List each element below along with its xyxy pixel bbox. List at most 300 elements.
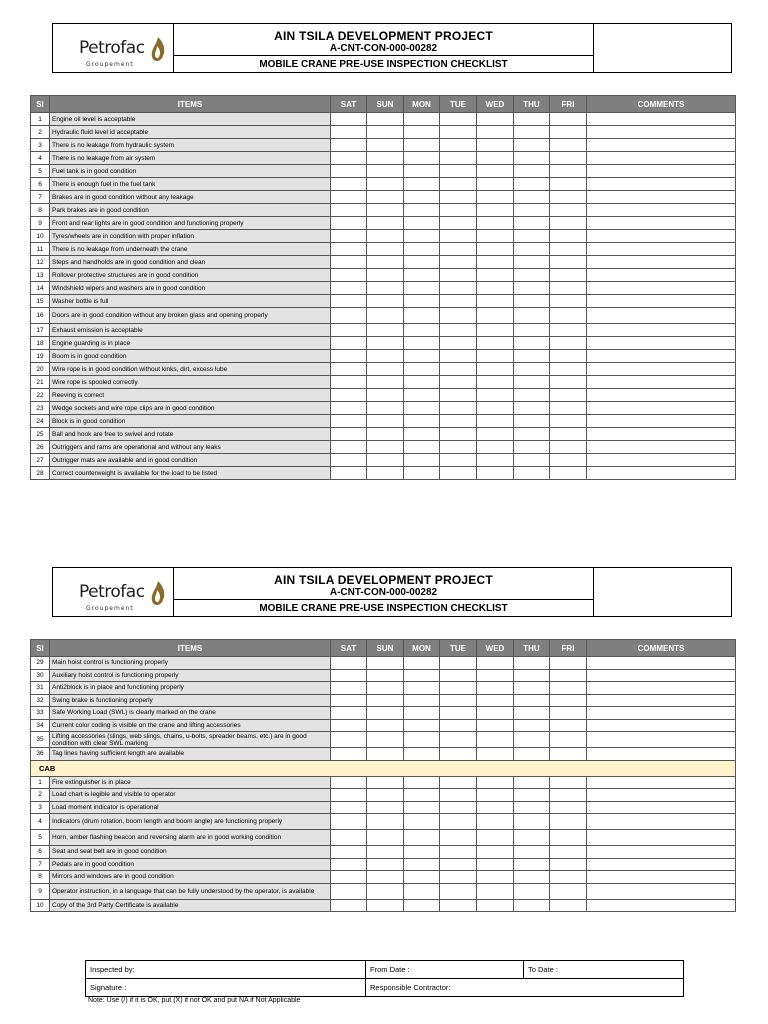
- day-check-cell[interactable]: [331, 415, 367, 428]
- day-check-cell[interactable]: [440, 789, 477, 802]
- day-check-cell[interactable]: [331, 748, 367, 761]
- day-check-cell[interactable]: [331, 830, 367, 846]
- day-check-cell[interactable]: [367, 363, 404, 376]
- day-check-cell[interactable]: [477, 152, 514, 165]
- day-check-cell[interactable]: [550, 243, 587, 256]
- comments-cell[interactable]: [587, 350, 736, 363]
- day-check-cell[interactable]: [477, 389, 514, 402]
- day-check-cell[interactable]: [550, 814, 587, 830]
- day-check-cell[interactable]: [367, 282, 404, 295]
- day-check-cell[interactable]: [514, 337, 550, 350]
- day-check-cell[interactable]: [404, 282, 440, 295]
- day-check-cell[interactable]: [331, 376, 367, 389]
- day-check-cell[interactable]: [477, 324, 514, 337]
- day-check-cell[interactable]: [440, 428, 477, 441]
- day-check-cell[interactable]: [477, 858, 514, 871]
- day-check-cell[interactable]: [514, 191, 550, 204]
- comments-cell[interactable]: [587, 230, 736, 243]
- day-check-cell[interactable]: [367, 269, 404, 282]
- day-check-cell[interactable]: [477, 883, 514, 899]
- day-check-cell[interactable]: [440, 113, 477, 126]
- day-check-cell[interactable]: [367, 126, 404, 139]
- day-check-cell[interactable]: [367, 454, 404, 467]
- comments-cell[interactable]: [587, 191, 736, 204]
- day-check-cell[interactable]: [331, 139, 367, 152]
- day-check-cell[interactable]: [367, 191, 404, 204]
- day-check-cell[interactable]: [514, 814, 550, 830]
- comments-cell[interactable]: [587, 308, 736, 324]
- day-check-cell[interactable]: [367, 350, 404, 363]
- day-check-cell[interactable]: [550, 230, 587, 243]
- day-check-cell[interactable]: [404, 243, 440, 256]
- day-check-cell[interactable]: [367, 801, 404, 814]
- day-check-cell[interactable]: [367, 682, 404, 695]
- day-check-cell[interactable]: [367, 732, 404, 748]
- day-check-cell[interactable]: [440, 694, 477, 707]
- day-check-cell[interactable]: [514, 389, 550, 402]
- day-check-cell[interactable]: [514, 243, 550, 256]
- day-check-cell[interactable]: [550, 657, 587, 670]
- day-check-cell[interactable]: [404, 204, 440, 217]
- day-check-cell[interactable]: [404, 256, 440, 269]
- day-check-cell[interactable]: [514, 204, 550, 217]
- comments-cell[interactable]: [587, 871, 736, 884]
- day-check-cell[interactable]: [440, 871, 477, 884]
- day-check-cell[interactable]: [550, 899, 587, 912]
- signature-field[interactable]: Signature :: [86, 979, 366, 997]
- day-check-cell[interactable]: [514, 776, 550, 789]
- day-check-cell[interactable]: [550, 363, 587, 376]
- comments-cell[interactable]: [587, 669, 736, 682]
- day-check-cell[interactable]: [514, 871, 550, 884]
- day-check-cell[interactable]: [331, 871, 367, 884]
- day-check-cell[interactable]: [367, 243, 404, 256]
- day-check-cell[interactable]: [514, 230, 550, 243]
- day-check-cell[interactable]: [477, 165, 514, 178]
- day-check-cell[interactable]: [550, 178, 587, 191]
- day-check-cell[interactable]: [550, 801, 587, 814]
- day-check-cell[interactable]: [550, 669, 587, 682]
- comments-cell[interactable]: [587, 789, 736, 802]
- day-check-cell[interactable]: [477, 657, 514, 670]
- day-check-cell[interactable]: [331, 308, 367, 324]
- day-check-cell[interactable]: [331, 657, 367, 670]
- day-check-cell[interactable]: [477, 126, 514, 139]
- day-check-cell[interactable]: [440, 204, 477, 217]
- day-check-cell[interactable]: [367, 165, 404, 178]
- day-check-cell[interactable]: [514, 152, 550, 165]
- day-check-cell[interactable]: [331, 295, 367, 308]
- day-check-cell[interactable]: [440, 415, 477, 428]
- day-check-cell[interactable]: [331, 337, 367, 350]
- day-check-cell[interactable]: [477, 669, 514, 682]
- day-check-cell[interactable]: [440, 776, 477, 789]
- comments-cell[interactable]: [587, 178, 736, 191]
- day-check-cell[interactable]: [367, 719, 404, 732]
- day-check-cell[interactable]: [477, 363, 514, 376]
- day-check-cell[interactable]: [514, 256, 550, 269]
- day-check-cell[interactable]: [477, 350, 514, 363]
- day-check-cell[interactable]: [550, 428, 587, 441]
- day-check-cell[interactable]: [367, 337, 404, 350]
- day-check-cell[interactable]: [514, 682, 550, 695]
- day-check-cell[interactable]: [331, 846, 367, 859]
- day-check-cell[interactable]: [331, 789, 367, 802]
- day-check-cell[interactable]: [440, 165, 477, 178]
- day-check-cell[interactable]: [440, 139, 477, 152]
- day-check-cell[interactable]: [477, 694, 514, 707]
- comments-cell[interactable]: [587, 113, 736, 126]
- day-check-cell[interactable]: [331, 899, 367, 912]
- day-check-cell[interactable]: [514, 669, 550, 682]
- comments-cell[interactable]: [587, 858, 736, 871]
- day-check-cell[interactable]: [404, 694, 440, 707]
- day-check-cell[interactable]: [440, 899, 477, 912]
- day-check-cell[interactable]: [477, 308, 514, 324]
- day-check-cell[interactable]: [550, 454, 587, 467]
- day-check-cell[interactable]: [550, 402, 587, 415]
- day-check-cell[interactable]: [514, 402, 550, 415]
- day-check-cell[interactable]: [477, 719, 514, 732]
- day-check-cell[interactable]: [550, 337, 587, 350]
- day-check-cell[interactable]: [331, 402, 367, 415]
- day-check-cell[interactable]: [477, 139, 514, 152]
- day-check-cell[interactable]: [514, 376, 550, 389]
- day-check-cell[interactable]: [550, 191, 587, 204]
- day-check-cell[interactable]: [477, 846, 514, 859]
- day-check-cell[interactable]: [477, 441, 514, 454]
- day-check-cell[interactable]: [404, 858, 440, 871]
- day-check-cell[interactable]: [514, 126, 550, 139]
- comments-cell[interactable]: [587, 243, 736, 256]
- day-check-cell[interactable]: [514, 295, 550, 308]
- day-check-cell[interactable]: [514, 707, 550, 720]
- day-check-cell[interactable]: [440, 669, 477, 682]
- day-check-cell[interactable]: [477, 376, 514, 389]
- comments-cell[interactable]: [587, 441, 736, 454]
- day-check-cell[interactable]: [514, 217, 550, 230]
- day-check-cell[interactable]: [514, 415, 550, 428]
- day-check-cell[interactable]: [550, 152, 587, 165]
- day-check-cell[interactable]: [331, 707, 367, 720]
- day-check-cell[interactable]: [550, 707, 587, 720]
- day-check-cell[interactable]: [514, 801, 550, 814]
- comments-cell[interactable]: [587, 707, 736, 720]
- day-check-cell[interactable]: [367, 899, 404, 912]
- day-check-cell[interactable]: [331, 152, 367, 165]
- day-check-cell[interactable]: [404, 178, 440, 191]
- day-check-cell[interactable]: [477, 402, 514, 415]
- day-check-cell[interactable]: [440, 830, 477, 846]
- day-check-cell[interactable]: [550, 256, 587, 269]
- day-check-cell[interactable]: [367, 295, 404, 308]
- day-check-cell[interactable]: [477, 682, 514, 695]
- day-check-cell[interactable]: [440, 295, 477, 308]
- day-check-cell[interactable]: [440, 256, 477, 269]
- day-check-cell[interactable]: [514, 165, 550, 178]
- day-check-cell[interactable]: [404, 113, 440, 126]
- comments-cell[interactable]: [587, 415, 736, 428]
- day-check-cell[interactable]: [404, 682, 440, 695]
- day-check-cell[interactable]: [440, 707, 477, 720]
- day-check-cell[interactable]: [440, 454, 477, 467]
- day-check-cell[interactable]: [331, 282, 367, 295]
- day-check-cell[interactable]: [404, 789, 440, 802]
- day-check-cell[interactable]: [550, 748, 587, 761]
- comments-cell[interactable]: [587, 657, 736, 670]
- day-check-cell[interactable]: [404, 308, 440, 324]
- day-check-cell[interactable]: [404, 467, 440, 480]
- comments-cell[interactable]: [587, 269, 736, 282]
- day-check-cell[interactable]: [477, 871, 514, 884]
- day-check-cell[interactable]: [331, 324, 367, 337]
- day-check-cell[interactable]: [404, 846, 440, 859]
- day-check-cell[interactable]: [440, 269, 477, 282]
- day-check-cell[interactable]: [404, 126, 440, 139]
- day-check-cell[interactable]: [477, 830, 514, 846]
- day-check-cell[interactable]: [440, 719, 477, 732]
- comments-cell[interactable]: [587, 682, 736, 695]
- day-check-cell[interactable]: [550, 846, 587, 859]
- day-check-cell[interactable]: [514, 883, 550, 899]
- day-check-cell[interactable]: [440, 801, 477, 814]
- comments-cell[interactable]: [587, 899, 736, 912]
- day-check-cell[interactable]: [440, 389, 477, 402]
- day-check-cell[interactable]: [440, 846, 477, 859]
- day-check-cell[interactable]: [477, 337, 514, 350]
- day-check-cell[interactable]: [367, 324, 404, 337]
- comments-cell[interactable]: [587, 389, 736, 402]
- day-check-cell[interactable]: [477, 748, 514, 761]
- day-check-cell[interactable]: [477, 899, 514, 912]
- day-check-cell[interactable]: [550, 113, 587, 126]
- day-check-cell[interactable]: [331, 165, 367, 178]
- day-check-cell[interactable]: [367, 113, 404, 126]
- day-check-cell[interactable]: [440, 308, 477, 324]
- day-check-cell[interactable]: [331, 350, 367, 363]
- day-check-cell[interactable]: [367, 669, 404, 682]
- day-check-cell[interactable]: [404, 871, 440, 884]
- day-check-cell[interactable]: [514, 441, 550, 454]
- day-check-cell[interactable]: [514, 467, 550, 480]
- day-check-cell[interactable]: [404, 230, 440, 243]
- day-check-cell[interactable]: [550, 282, 587, 295]
- day-check-cell[interactable]: [331, 814, 367, 830]
- day-check-cell[interactable]: [331, 669, 367, 682]
- day-check-cell[interactable]: [367, 152, 404, 165]
- day-check-cell[interactable]: [440, 230, 477, 243]
- day-check-cell[interactable]: [367, 694, 404, 707]
- day-check-cell[interactable]: [550, 324, 587, 337]
- day-check-cell[interactable]: [477, 217, 514, 230]
- comments-cell[interactable]: [587, 324, 736, 337]
- day-check-cell[interactable]: [367, 871, 404, 884]
- day-check-cell[interactable]: [331, 178, 367, 191]
- day-check-cell[interactable]: [331, 883, 367, 899]
- day-check-cell[interactable]: [331, 204, 367, 217]
- day-check-cell[interactable]: [440, 814, 477, 830]
- day-check-cell[interactable]: [367, 308, 404, 324]
- day-check-cell[interactable]: [331, 126, 367, 139]
- day-check-cell[interactable]: [514, 308, 550, 324]
- day-check-cell[interactable]: [367, 204, 404, 217]
- day-check-cell[interactable]: [514, 324, 550, 337]
- day-check-cell[interactable]: [550, 776, 587, 789]
- day-check-cell[interactable]: [367, 230, 404, 243]
- day-check-cell[interactable]: [440, 126, 477, 139]
- day-check-cell[interactable]: [440, 282, 477, 295]
- day-check-cell[interactable]: [477, 113, 514, 126]
- day-check-cell[interactable]: [331, 719, 367, 732]
- day-check-cell[interactable]: [477, 789, 514, 802]
- day-check-cell[interactable]: [440, 858, 477, 871]
- day-check-cell[interactable]: [550, 719, 587, 732]
- day-check-cell[interactable]: [404, 814, 440, 830]
- day-check-cell[interactable]: [331, 243, 367, 256]
- comments-cell[interactable]: [587, 801, 736, 814]
- day-check-cell[interactable]: [477, 282, 514, 295]
- day-check-cell[interactable]: [331, 732, 367, 748]
- day-check-cell[interactable]: [550, 389, 587, 402]
- day-check-cell[interactable]: [440, 467, 477, 480]
- day-check-cell[interactable]: [477, 178, 514, 191]
- day-check-cell[interactable]: [404, 707, 440, 720]
- day-check-cell[interactable]: [514, 789, 550, 802]
- day-check-cell[interactable]: [404, 324, 440, 337]
- day-check-cell[interactable]: [331, 858, 367, 871]
- day-check-cell[interactable]: [404, 732, 440, 748]
- comments-cell[interactable]: [587, 883, 736, 899]
- day-check-cell[interactable]: [477, 814, 514, 830]
- day-check-cell[interactable]: [477, 256, 514, 269]
- day-check-cell[interactable]: [477, 243, 514, 256]
- day-check-cell[interactable]: [367, 776, 404, 789]
- day-check-cell[interactable]: [404, 217, 440, 230]
- comments-cell[interactable]: [587, 748, 736, 761]
- day-check-cell[interactable]: [367, 883, 404, 899]
- day-check-cell[interactable]: [404, 899, 440, 912]
- day-check-cell[interactable]: [440, 682, 477, 695]
- day-check-cell[interactable]: [404, 657, 440, 670]
- day-check-cell[interactable]: [404, 415, 440, 428]
- day-check-cell[interactable]: [367, 789, 404, 802]
- day-check-cell[interactable]: [404, 295, 440, 308]
- to-date-field[interactable]: To Date :: [524, 961, 684, 979]
- day-check-cell[interactable]: [440, 243, 477, 256]
- comments-cell[interactable]: [587, 454, 736, 467]
- day-check-cell[interactable]: [550, 732, 587, 748]
- day-check-cell[interactable]: [440, 402, 477, 415]
- day-check-cell[interactable]: [514, 748, 550, 761]
- comments-cell[interactable]: [587, 376, 736, 389]
- comments-cell[interactable]: [587, 282, 736, 295]
- day-check-cell[interactable]: [331, 682, 367, 695]
- day-check-cell[interactable]: [367, 657, 404, 670]
- day-check-cell[interactable]: [367, 830, 404, 846]
- day-check-cell[interactable]: [440, 883, 477, 899]
- day-check-cell[interactable]: [514, 113, 550, 126]
- from-date-field[interactable]: From Date :: [366, 961, 524, 979]
- comments-cell[interactable]: [587, 363, 736, 376]
- day-check-cell[interactable]: [404, 748, 440, 761]
- day-check-cell[interactable]: [477, 295, 514, 308]
- day-check-cell[interactable]: [440, 324, 477, 337]
- comments-cell[interactable]: [587, 719, 736, 732]
- day-check-cell[interactable]: [331, 217, 367, 230]
- day-check-cell[interactable]: [404, 191, 440, 204]
- day-check-cell[interactable]: [367, 467, 404, 480]
- day-check-cell[interactable]: [331, 694, 367, 707]
- day-check-cell[interactable]: [331, 801, 367, 814]
- day-check-cell[interactable]: [550, 830, 587, 846]
- day-check-cell[interactable]: [404, 376, 440, 389]
- day-check-cell[interactable]: [514, 732, 550, 748]
- day-check-cell[interactable]: [367, 389, 404, 402]
- day-check-cell[interactable]: [404, 402, 440, 415]
- day-check-cell[interactable]: [367, 441, 404, 454]
- day-check-cell[interactable]: [404, 719, 440, 732]
- comments-cell[interactable]: [587, 467, 736, 480]
- comments-cell[interactable]: [587, 204, 736, 217]
- comments-cell[interactable]: [587, 139, 736, 152]
- day-check-cell[interactable]: [404, 669, 440, 682]
- day-check-cell[interactable]: [440, 363, 477, 376]
- day-check-cell[interactable]: [404, 350, 440, 363]
- day-check-cell[interactable]: [514, 282, 550, 295]
- comments-cell[interactable]: [587, 428, 736, 441]
- day-check-cell[interactable]: [331, 230, 367, 243]
- day-check-cell[interactable]: [550, 883, 587, 899]
- day-check-cell[interactable]: [514, 830, 550, 846]
- day-check-cell[interactable]: [514, 719, 550, 732]
- day-check-cell[interactable]: [550, 269, 587, 282]
- day-check-cell[interactable]: [477, 204, 514, 217]
- day-check-cell[interactable]: [550, 441, 587, 454]
- day-check-cell[interactable]: [514, 858, 550, 871]
- day-check-cell[interactable]: [550, 295, 587, 308]
- day-check-cell[interactable]: [514, 846, 550, 859]
- comments-cell[interactable]: [587, 165, 736, 178]
- comments-cell[interactable]: [587, 402, 736, 415]
- day-check-cell[interactable]: [440, 191, 477, 204]
- day-check-cell[interactable]: [514, 657, 550, 670]
- day-check-cell[interactable]: [367, 846, 404, 859]
- day-check-cell[interactable]: [550, 871, 587, 884]
- day-check-cell[interactable]: [367, 178, 404, 191]
- day-check-cell[interactable]: [367, 139, 404, 152]
- day-check-cell[interactable]: [514, 178, 550, 191]
- day-check-cell[interactable]: [404, 389, 440, 402]
- day-check-cell[interactable]: [550, 682, 587, 695]
- day-check-cell[interactable]: [367, 217, 404, 230]
- comments-cell[interactable]: [587, 732, 736, 748]
- day-check-cell[interactable]: [331, 441, 367, 454]
- day-check-cell[interactable]: [477, 191, 514, 204]
- comments-cell[interactable]: [587, 256, 736, 269]
- day-check-cell[interactable]: [440, 178, 477, 191]
- day-check-cell[interactable]: [367, 748, 404, 761]
- day-check-cell[interactable]: [477, 415, 514, 428]
- day-check-cell[interactable]: [404, 165, 440, 178]
- day-check-cell[interactable]: [514, 363, 550, 376]
- day-check-cell[interactable]: [440, 350, 477, 363]
- day-check-cell[interactable]: [404, 363, 440, 376]
- day-check-cell[interactable]: [367, 428, 404, 441]
- day-check-cell[interactable]: [550, 126, 587, 139]
- day-check-cell[interactable]: [404, 139, 440, 152]
- comments-cell[interactable]: [587, 830, 736, 846]
- comments-cell[interactable]: [587, 814, 736, 830]
